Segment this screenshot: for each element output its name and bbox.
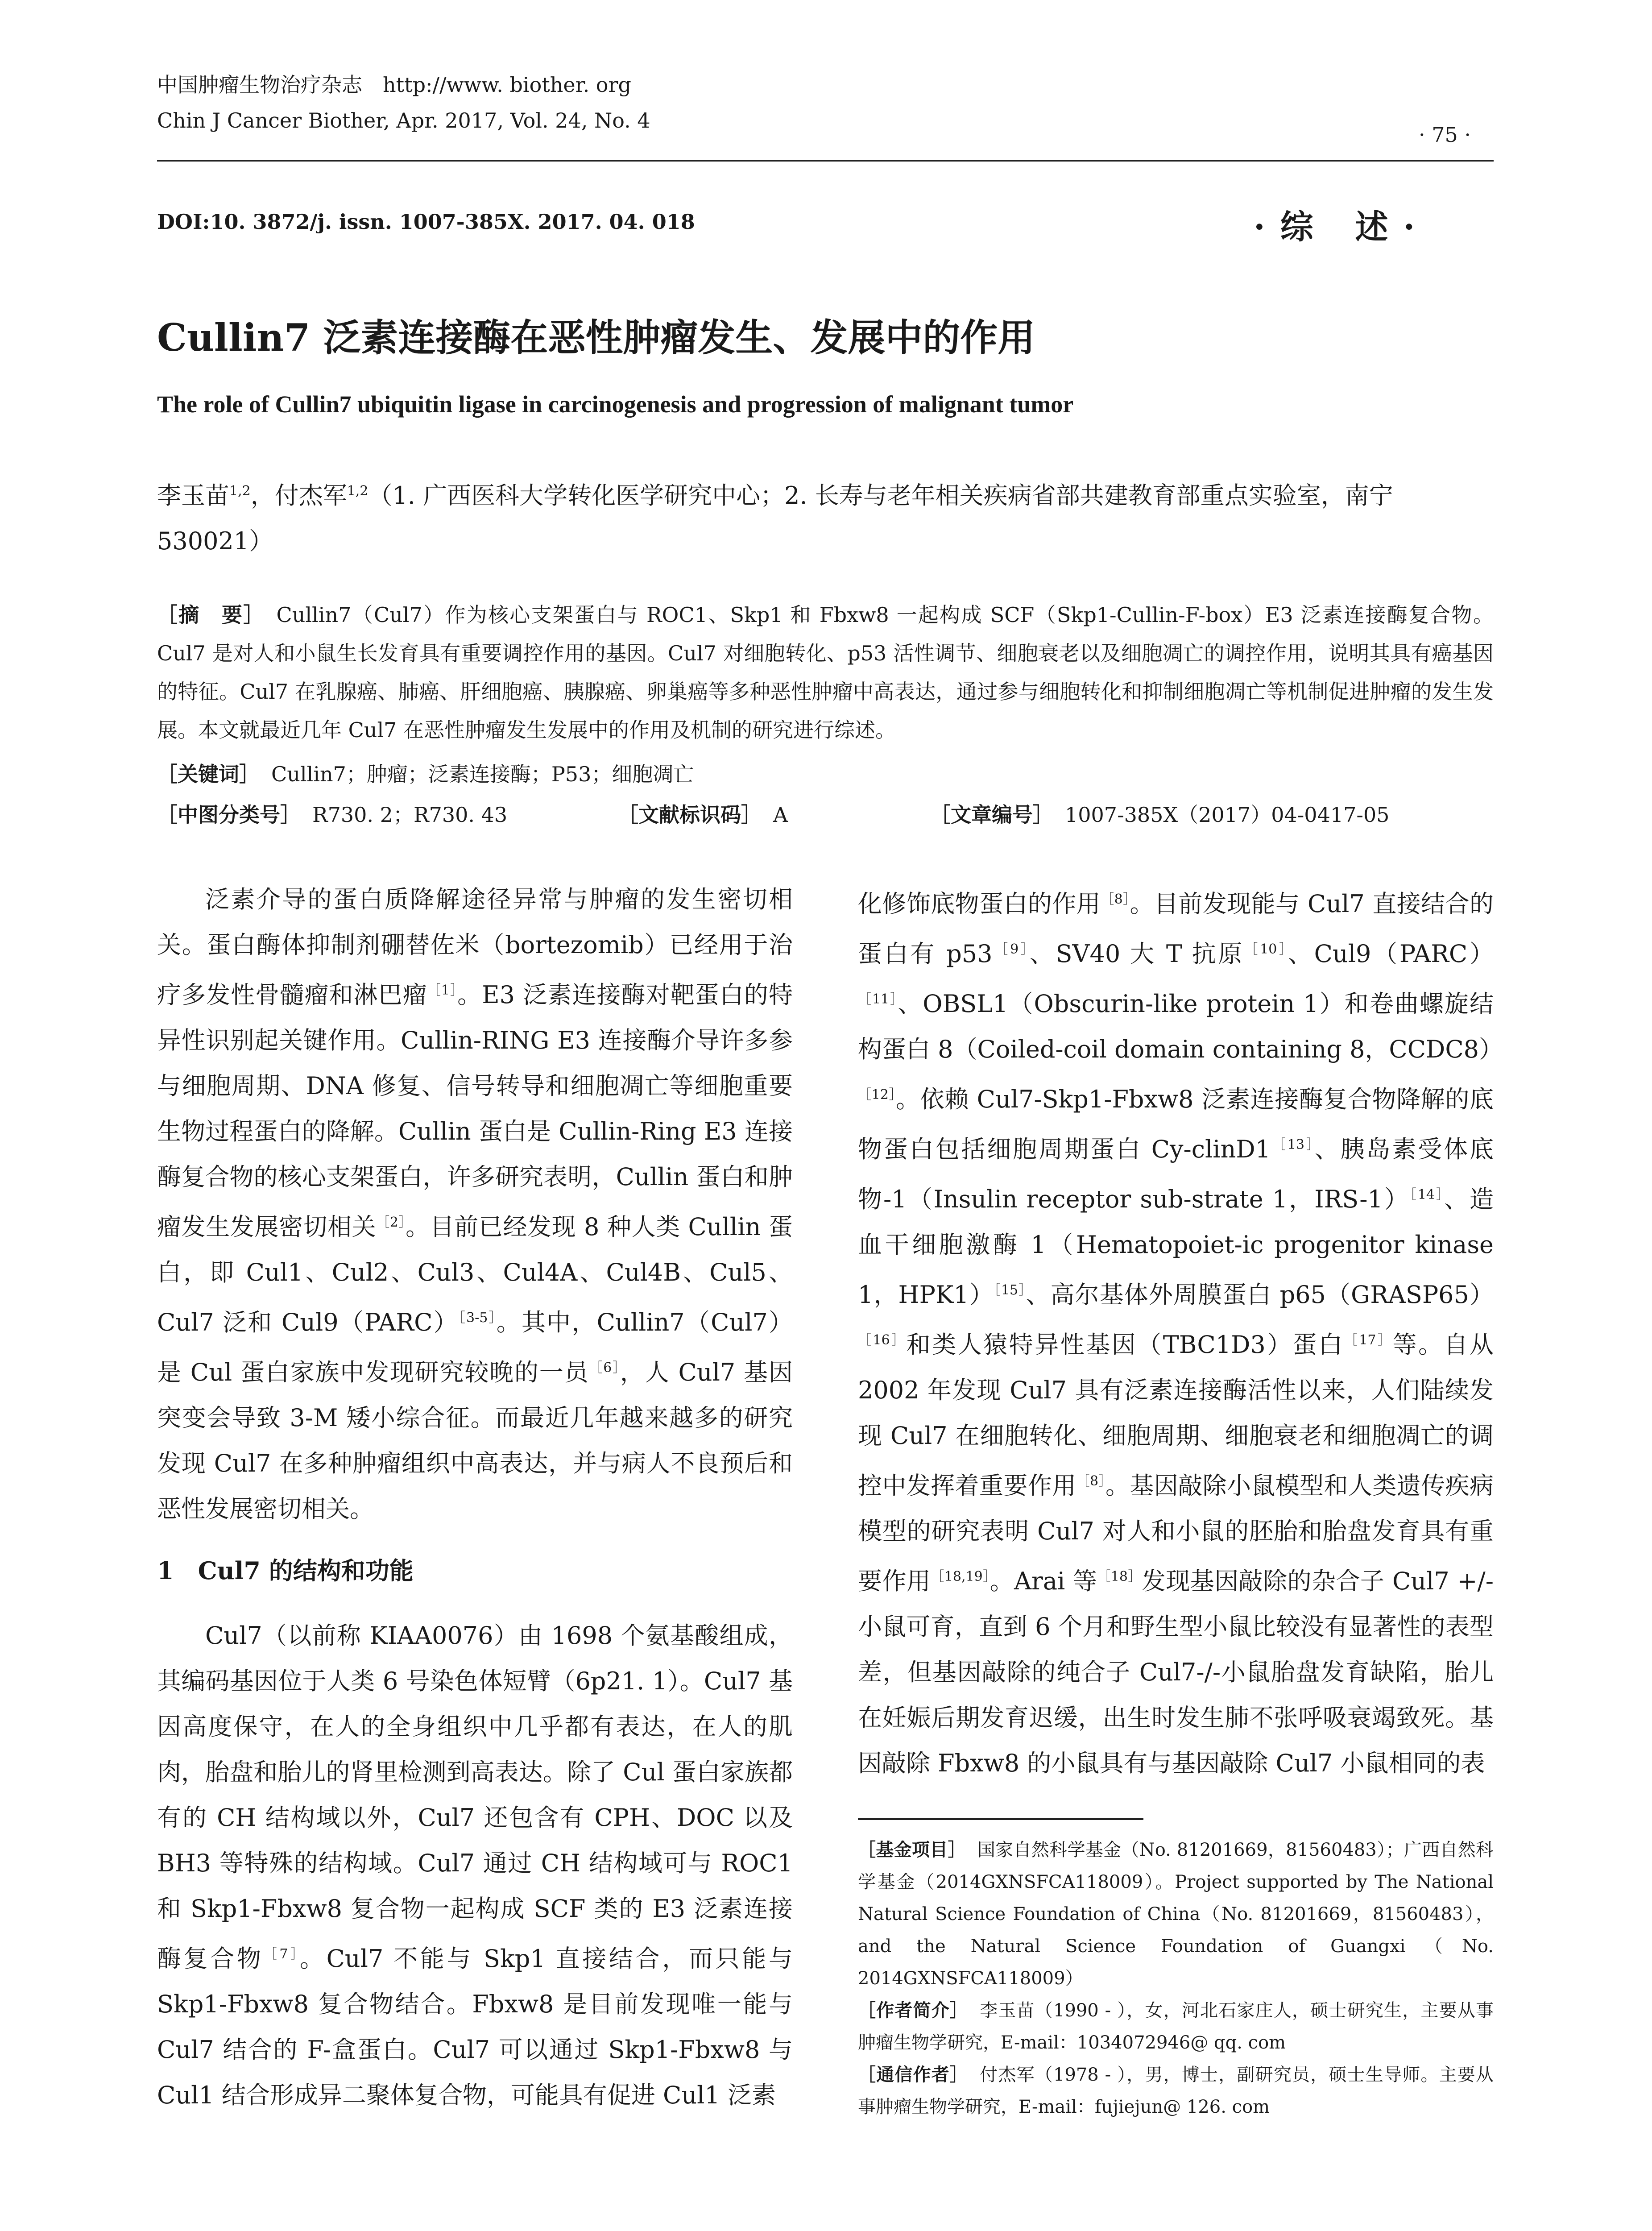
- footnotes: [858, 1834, 1494, 2123]
- title-english: The role of Cullin7 ubiquitin ligase in carcinogenesis and progression of malignant tumor: [157, 391, 1074, 418]
- body-paragraph: [157, 877, 793, 1532]
- body-column-left: [157, 877, 793, 2118]
- header-rule: [157, 160, 1494, 162]
- clc-label: ［中图分类号］: [157, 803, 301, 827]
- article-number: [930, 799, 1389, 828]
- body-text: 、高尔基体外周膜蛋白 p65（GRASP65）: [1026, 1281, 1494, 1309]
- section-tag: ·综 述·: [1254, 208, 1430, 246]
- citation[interactable]: ［15］: [994, 1282, 1026, 1298]
- clc-number: [157, 799, 507, 828]
- citation[interactable]: ［7］: [263, 1946, 300, 1962]
- body-text: 。E3 泛素连接酶对靶蛋白的特异性识别起关键作用。Cullin-RING E3 连接酶介导许多参与细胞周期、DNA 修复、信号转导和细胞凋亡等细胞重要生物过程蛋白的降解。Cullin 蛋白是 Cullin-Ring E3 连接酶复合物的核心支架蛋白，许多研究表明，Cullin 蛋白和肿瘤发生发展密切相关: [157, 981, 793, 1241]
- body-text: 。其中，Cullin7（Cul7）是 Cul 蛋白家族中发现研究较晚的一员: [157, 1308, 793, 1386]
- body-text: 、OBSL1（Obscurin-like protein 1）和卷曲螺旋结构蛋白 8（Coiled-coil domain containing 8，CCDC8）: [858, 990, 1503, 1063]
- journal-name-cn: 中国肿瘤生物治疗杂志 http://www. biother. org: [157, 73, 631, 97]
- body-text: 、SV40 大 T 抗原: [1029, 940, 1245, 968]
- body-text: 。依赖 Cul7-Skp1-Fbxw8 泛素连接酶复合物降解的底物蛋白包括细胞周期蛋白 Cy-clinD1: [858, 1085, 1494, 1163]
- author-bio-text: 李玉苗（1990 - ），女，河北石家庄人，硕士研究生，主要从事肿瘤生物学研究，E-mail：1034072946@ qq. com: [858, 2000, 1494, 2053]
- doc-code-label: ［文献标识码］: [618, 803, 762, 827]
- body-text: ，人 Cul7 基因突变会导致 3-M 矮小综合征。而最近几年越来越多的研究发现 Cul7 在多种肿瘤组织中高表达，并与病人不良预后和恶性发展密切相关。: [157, 1358, 793, 1523]
- author-bio-label: ［作者简介］: [858, 2000, 969, 2021]
- keywords-label: ［关键词］: [157, 762, 260, 786]
- citation[interactable]: ［1］: [427, 983, 458, 998]
- section-heading: 1 Cul7 的结构和功能: [157, 1556, 414, 1585]
- page-number: · 75 ·: [1419, 123, 1471, 147]
- citation[interactable]: ［16］: [858, 1332, 907, 1348]
- citation[interactable]: ［8］: [1076, 1473, 1105, 1489]
- citation[interactable]: ［6］: [589, 1360, 620, 1376]
- abstract: [157, 596, 1494, 749]
- doi[interactable]: DOI:10. 3872/j. issn. 1007-385X. 2017. 04. 018: [157, 210, 695, 234]
- article-number-value: 1007-385X（2017）04-0417-05: [1065, 803, 1390, 827]
- body-text: 。Cul7 不能与 Skp1 直接结合，而只能与 Skp1-Fbxw8 复合物结合。Fbxw8 是目前发现唯一能与 Cul7 结合的 F-盒蛋白。Cul7 可以通过 Skp1-Fbxw8 与 Cul1 结合形成异二聚体复合物，可能具有促进 Cul1 泛素: [157, 1945, 793, 2109]
- funding-note: [858, 1834, 1494, 1995]
- body-paragraph: [858, 877, 1503, 1786]
- body-text: 发现基因敲除的杂合子 Cul7 +/-小鼠可育，直到 6 个月和野生型小鼠比较没有显著性的表型差，但基因敲除的纯合子 Cul7-/-小鼠胎盘发育缺陷，胎儿在妊娠后期发育迟缓，出生时发生肺不张呼吸衰竭致死。基因敲除 Fbxw8 的小鼠具有与基因敲除 Cul7 小鼠相同的表: [858, 1567, 1494, 1777]
- citation[interactable]: ［11］: [858, 991, 898, 1007]
- citation[interactable]: ［12］: [858, 1087, 896, 1103]
- citation[interactable]: ［17］: [1344, 1332, 1393, 1348]
- body-paragraph: [157, 1613, 793, 2118]
- funding-text: 国家自然科学基金（No. 81201669，81560483）；广西自然科学基金（2014GXNSFCA118009）。Project supported by The National Natural Science Foundation of China（No. 81201669，81560483），and the Natural Science Foundation of Guangxi（No. 2014GXNSFCA118009）: [858, 1840, 1494, 1989]
- clc-value: R730. 2；R730. 43: [312, 803, 508, 827]
- funding-label: ［基金项目］: [858, 1839, 966, 1860]
- author-bio-note: [858, 1995, 1494, 2059]
- citation[interactable]: ［13］: [1271, 1137, 1315, 1153]
- keywords-text: Cullin7；肿瘤；泛素连接酶；P53；细胞凋亡: [271, 762, 694, 786]
- keywords: [157, 756, 694, 792]
- body-text: 、Cul9（PARC）: [1288, 940, 1494, 968]
- affiliations: （1. 广西医科大学转化医学研究中心；2. 长寿与老年相关疾病省部共建教育部重点实验室，南宁 530021）: [157, 481, 1393, 555]
- body-text: 、造血干细胞激酶 1（Hematopoiet-ic progenitor kinase 1，HPK1）: [858, 1185, 1494, 1309]
- corresponding-text: 付杰军（1978 - ），男，博士，副研究员，硕士生导师。主要从事肿瘤生物学研究，E-mail：fujiejun@ 126. com: [858, 2065, 1494, 2117]
- corresponding-author-note: [858, 2059, 1494, 2123]
- body-text: 。Arai 等: [990, 1567, 1097, 1595]
- citation[interactable]: ［8］: [1101, 892, 1130, 907]
- citation[interactable]: ［14］: [1409, 1187, 1444, 1203]
- citation[interactable]: ［18,19］: [931, 1569, 990, 1584]
- author-affiliation-mark: 1,2: [229, 483, 251, 499]
- body-column-right: [858, 877, 1503, 1786]
- citation[interactable]: ［2］: [376, 1215, 406, 1230]
- citation[interactable]: ［18］: [1097, 1569, 1142, 1584]
- article-number-label: ［文章编号］: [930, 803, 1053, 827]
- citation[interactable]: ［9］: [992, 941, 1030, 957]
- abstract-label: ［摘 要］: [157, 603, 265, 627]
- body-text: Cul7（以前称 KIAA0076）由 1698 个氨基酸组成，其编码基因位于人类 6 号染色体短臂（6p21. 1）。Cul7 基因高度保守，在人的全身组织中几乎都有表达，在人的肌肉，胎盘和胎儿的肾里检测到高表达。除了 Cul 蛋白家族都有的 CH 结构域以外，Cul7 还包含有 CPH、DOC 以及 BH3 等特殊的结构域。Cul7 通过 CH 结构域可与 ROC1 和 Skp1-Fbxw8 复合物一起构成 SCF 类的 E3 泛素连接酶复合物: [157, 1621, 793, 1973]
- doc-code-value: A: [773, 803, 788, 827]
- body-text: 、胰岛素受体底物-1（Insulin receptor sub-strate 1，IRS-1）: [858, 1135, 1494, 1213]
- document-code: [618, 799, 788, 828]
- title-chinese: Cullin7 泛素连接酶在恶性肿瘤发生、发展中的作用: [157, 315, 1035, 360]
- author-affiliation-mark: 1,2: [347, 483, 368, 499]
- body-text: 和类人猿特异性基因（TBC1D3）蛋白: [906, 1331, 1344, 1359]
- citation[interactable]: ［10］: [1244, 941, 1288, 957]
- abstract-text: Cullin7（Cul7）作为核心支架蛋白与 ROC1、Skp1 和 Fbxw8 一起构成 SCF（Skp1-Cullin-F-box）E3 泛素连接酶复合物。Cul7 是对人和小鼠生长发育具有重要调控作用的基因。Cul7 对细胞转化、p53 活性调节、细胞衰老以及细胞凋亡的调控作用，说明其具有癌基因的特征。Cul7 在乳腺癌、肺癌、肝细胞癌、胰腺癌、卵巢癌等多种恶性肿瘤中高表达，通过参与细胞转化和抑制细胞凋亡等机制促进肿瘤的发生发展。本文就最近几年 Cul7 在恶性肿瘤发生发展中的作用及机制的研究进行综述。: [157, 603, 1494, 742]
- body-text: 。基因敲除小鼠模型和人类遗传疾病模型的研究表明 Cul7 对人和小鼠的胚胎和胎盘发育具有重要作用: [858, 1472, 1494, 1595]
- body-text: 化修饰底物蛋白的作用: [858, 890, 1101, 918]
- body-text: 等。自从 2002 年发现 Cul7 具有泛素连接酶活性以来，人们陆续发现 Cul7 在细胞转化、细胞周期、细胞衰老和细胞凋亡的调控中发挥着重要作用: [858, 1331, 1494, 1500]
- author-name: 李玉苗: [157, 481, 229, 510]
- author-line: 李玉苗$^{1,2}$，付杰军$^{1,2}$（1. 广西医科大学转化医学研究中心；2. 长寿与老年相关疾病省部共建教育部重点实验室，南宁 530021）: [157, 481, 1393, 555]
- body-text: 泛素介导的蛋白质降解途径异常与肿瘤的发生密切相关。蛋白酶体抑制剂硼替佐米（bortezomib）已经用于治疗多发性骨髓瘤和淋巴瘤: [157, 885, 793, 1009]
- citation[interactable]: ［3-5］: [458, 1310, 497, 1326]
- author-name: 付杰军: [274, 481, 347, 510]
- body-text: 。目前已经发现 8 种人类 Cullin 蛋白，即 Cul1、Cul2、Cul3、Cul4A、Cul4B、Cul5、Cul7 泛和 Cul9（PARC）: [157, 1213, 793, 1336]
- corresponding-label: ［通信作者］: [858, 2064, 969, 2085]
- body-text: 。目前发现能与 Cul7 直接结合的蛋白有 p53: [858, 890, 1494, 968]
- journal-citation-en: Chin J Cancer Biother, Apr. 2017, Vol. 24, No. 4: [157, 108, 650, 133]
- footnote-rule: [858, 1818, 1143, 1820]
